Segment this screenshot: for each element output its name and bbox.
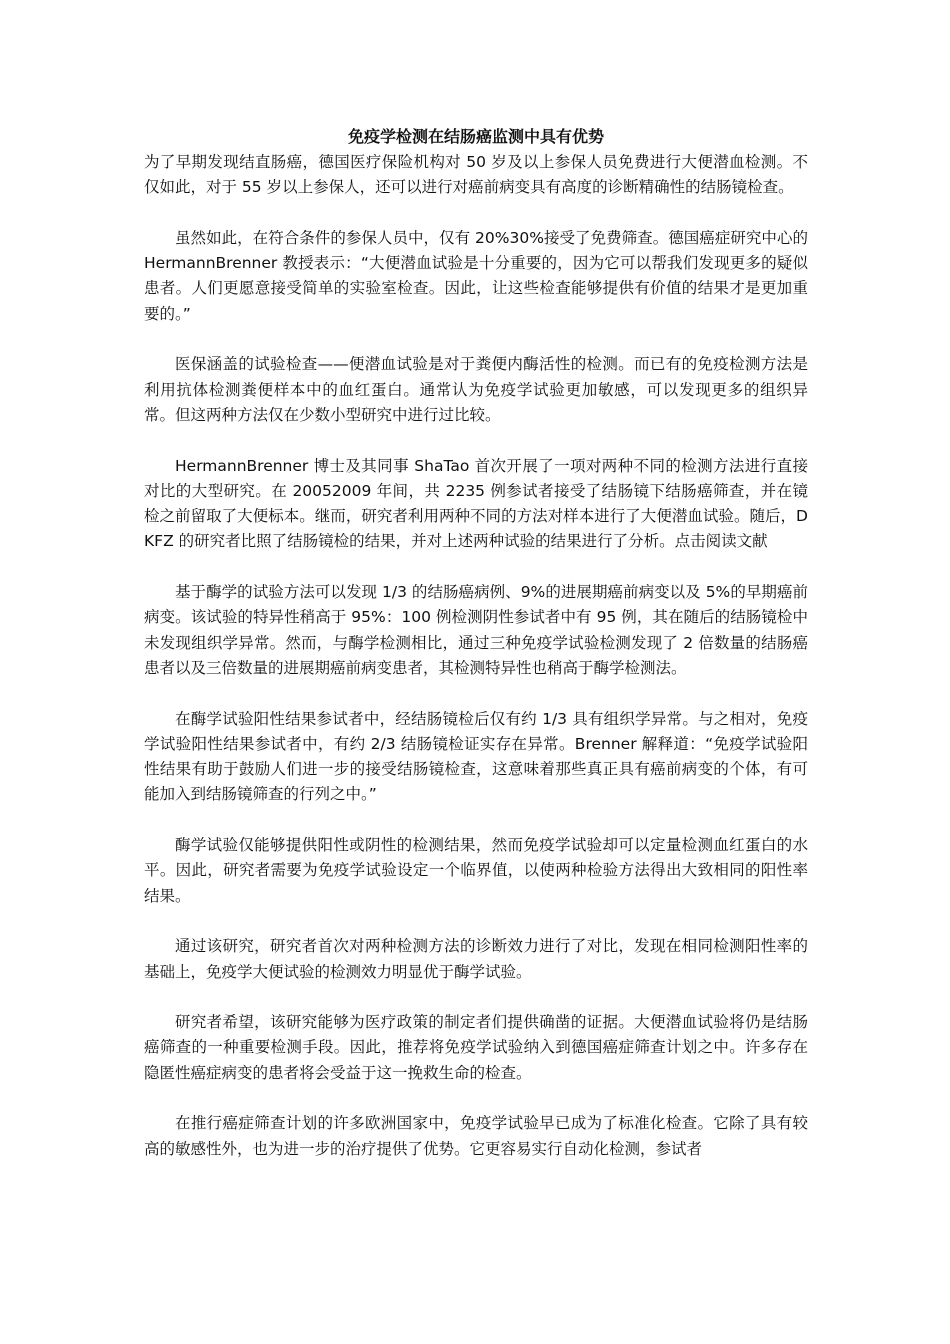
paragraph-4: HermannBrenner 博士及其同事 ShaTao 首次开展了一项对两种不同的检测方法进行直接对比的大型研究。在 20052009 年间，共 2235 例参试者接受了结肠镜下结肠癌筛查，并在镜检之前留取了大便标本。继而，研究者利用两种不同的方法对样本进行了大便潜血试验。随后，DKFZ 的研究者比照了结肠镜检的结果，并对上述两种试验的结果进行了分析。点击阅读文献: [144, 456, 808, 551]
paragraph-2: 虽然如此，在符合条件的参保人员中，仅有 20%30%接受了免费筛查。德国癌症研究中心的 HermannBrenner 教授表示：“大便潜血试验是十分重要的，因为它可以帮我们发现更多的疑似患者。人们更愿意接受简单的实验室检查。因此，让这些检查能够提供有价值的结果才是更加重要的。”: [144, 228, 808, 323]
paragraph-5: 基于酶学的试验方法可以发现 1/3 的结肠癌病例、9%的进展期癌前病变以及 5%的早期癌前病变。该试验的特异性稍高于 95%：100 例检测阴性参试者中有 95 例，其在随后的结肠镜检中未发现组织学异常。然而，与酶学检测相比，通过三种免疫学试验检测发现了 2 倍数量的结肠癌患者以及三倍数量的进展期癌前病变患者，其检测特异性也稍高于酶学检测法。: [144, 583, 808, 677]
paragraph-6: 在酶学试验阳性结果参试者中，经结肠镜检后仅有约 1/3 具有组织学异常。与之相对，免疫学试验阳性结果参试者中，有约 2/3 结肠镜检证实存在异常。Brenner 解释道：“免疫学试验阳性结果有助于鼓励人们进一步的接受结肠镜检查，这意味着那些真正具有癌前病变的个体，有可能加入到结肠镜筛查的行列之中。”: [144, 709, 808, 804]
paragraph-9: 研究者希望，该研究能够为医疗政策的制定者们提供确凿的证据。大便潜血试验将仍是结肠癌筛查的一种重要检测手段。因此，推荐将免疫学试验纳入到德国癌症筛查计划之中。许多存在隐匿性癌症病变的患者将会受益于这一挽救生命的检查。: [144, 1013, 808, 1082]
paragraph-1: 为了早期发现结直肠癌，德国医疗保险机构对 50 岁及以上参保人员免费进行大便潜血检测。不仅如此，对于 55 岁以上参保人，还可以进行对癌前病变具有高度的诊断精确性的结肠镜检查。: [144, 153, 808, 197]
document-title: 免疫学检测在结肠癌监测中具有优势: [347, 127, 604, 146]
paragraph-8: 通过该研究，研究者首次对两种检测方法的诊断效力进行了对比，发现在相同检测阳性率的基础上，免疫学大便试验的检测效力明显优于酶学试验。: [144, 937, 808, 981]
paragraph-10: 在推行癌症筛查计划的许多欧洲国家中，免疫学试验早已成为了标准化检查。它除了具有较高的敏感性外，也为进一步的治疗提供了优势。它更容易实行自动化检测，参试者: [144, 1114, 808, 1158]
paragraph-7: 酶学试验仅能够提供阳性或阴性的检测结果，然而免疫学试验却可以定量检测血红蛋白的水平。因此，研究者需要为免疫学试验设定一个临界值，以使两种检验方法得出大致相同的阳性率结果。: [144, 836, 808, 905]
paragraph-3: 医保涵盖的试验检查——便潜血试验是对于粪便内酶活性的检测。而已有的免疫检测方法是利用抗体检测粪便样本中的血红蛋白。通常认为免疫学试验更加敏感，可以发现更多的组织异常。但这两种方法仅在少数小型研究中进行过比较。: [144, 355, 808, 424]
document-body: [144, 124, 808, 1162]
